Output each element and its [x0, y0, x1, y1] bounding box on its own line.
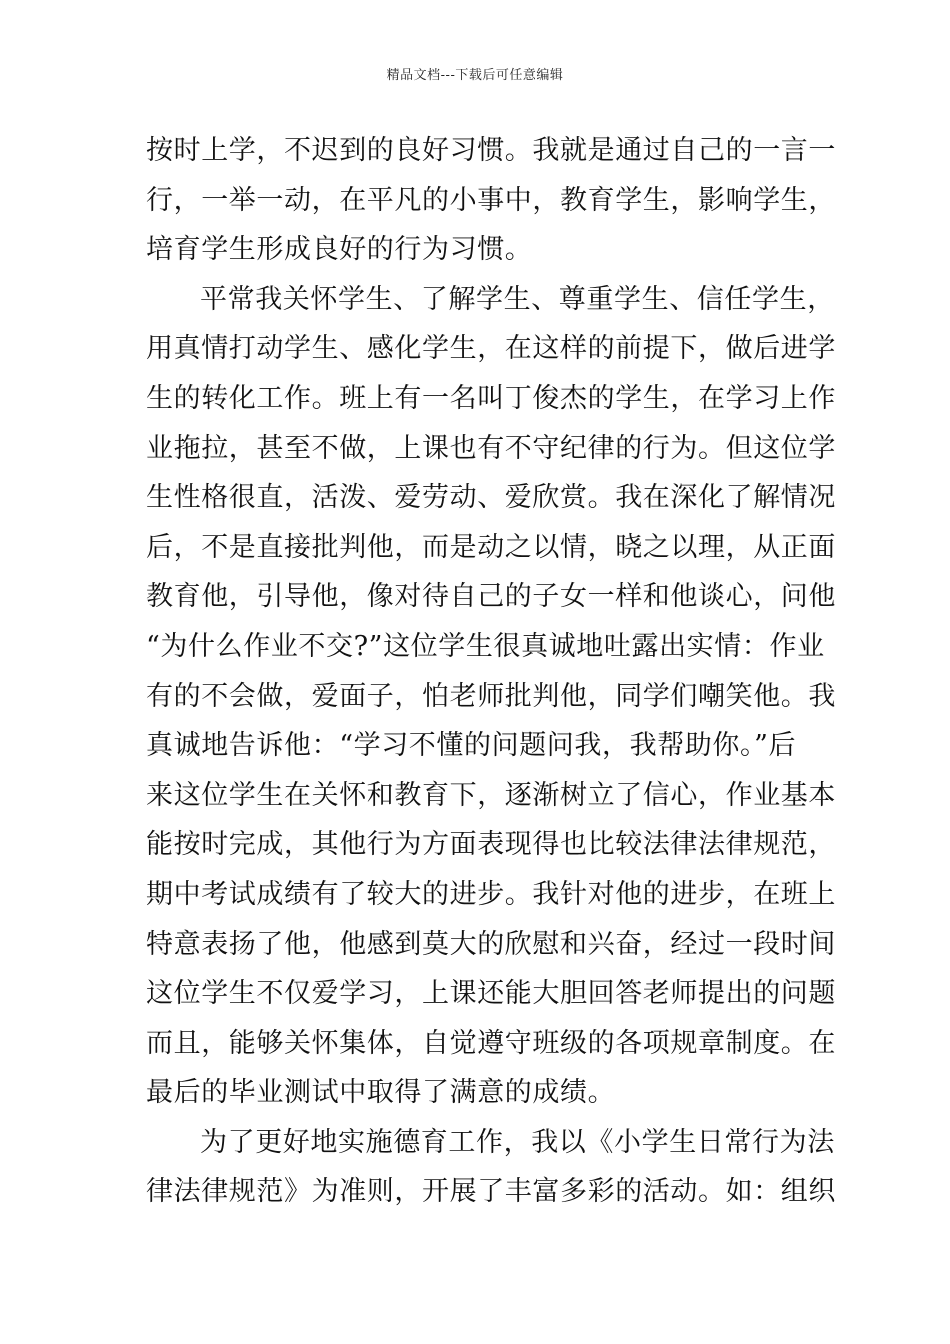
page-header: 精品文档---下载后可任意编辑 [386, 68, 564, 83]
text-line: 而且，能够关怀集体，自觉遵守班级的各项规章制度。在 [146, 1027, 836, 1059]
text-line: 生的转化工作。班上有一名叫丁俊杰的学生，在学习上作 [146, 382, 836, 414]
text-line: 教育他，引导他，像对待自己的子女一样和他谈心，问他 [146, 581, 836, 613]
text-line: 期中考试成绩有了较大的进步。我针对他的进步，在班上 [146, 878, 836, 910]
text-line: 能按时完成，其他行为方面表现得也比较法律法律规范， [146, 829, 836, 861]
text-line: 用真情打动学生、感化学生，在这样的前提下，做后进学 [146, 333, 836, 365]
text-line: 有的不会做，爱面子，怕老师批判他，同学们嘲笑他。我 [146, 680, 836, 712]
body-text [146, 126, 836, 1217]
text-line: 最后的毕业测试中取得了满意的成绩。 [146, 1077, 616, 1109]
text-line: 行，一举一动，在平凡的小事中，教育学生，影响学生， [146, 184, 836, 216]
paragraph-start-line: 平常我关怀学生、了解学生、尊重学生、信任学生， [200, 283, 835, 315]
text-line: 业拖拉，甚至不做，上课也有不守纪律的行为。但这位学 [146, 432, 836, 464]
text-line: 生性格很直，活泼、爱劳动、爱欣赏。我在深化了解情况 [146, 482, 836, 514]
text-line: 律法律规范》为准则，开展了丰富多彩的活动。如：组织 [146, 1176, 836, 1208]
text-line: 这位学生不仅爱学习，上课还能大胆回答老师提出的问题 [146, 978, 836, 1010]
text-line: 培育学生形成良好的行为习惯。 [146, 234, 533, 266]
text-line: 真诚地告诉他：“学习不懂的问题问我，我帮助你。”后 [146, 730, 797, 762]
text-line: 按时上学，不迟到的良好习惯。我就是通过自己的一言一 [146, 135, 836, 166]
text-line: 来这位学生在关怀和教育下，逐渐树立了信心，作业基本 [146, 779, 836, 811]
text-line: “为什么作业不交?”这位学生很真诚地吐露出实情：作业 [146, 630, 825, 662]
text-line: 后，不是直接批判他，而是动之以情，晓之以理，从正面 [146, 531, 836, 563]
text-line: 特意表扬了他，他感到莫大的欣慰和兴奋，经过一段时间 [146, 928, 836, 960]
paragraph-start-line: 为了更好地实施德育工作，我以《小学生日常行为法 [200, 1126, 835, 1158]
